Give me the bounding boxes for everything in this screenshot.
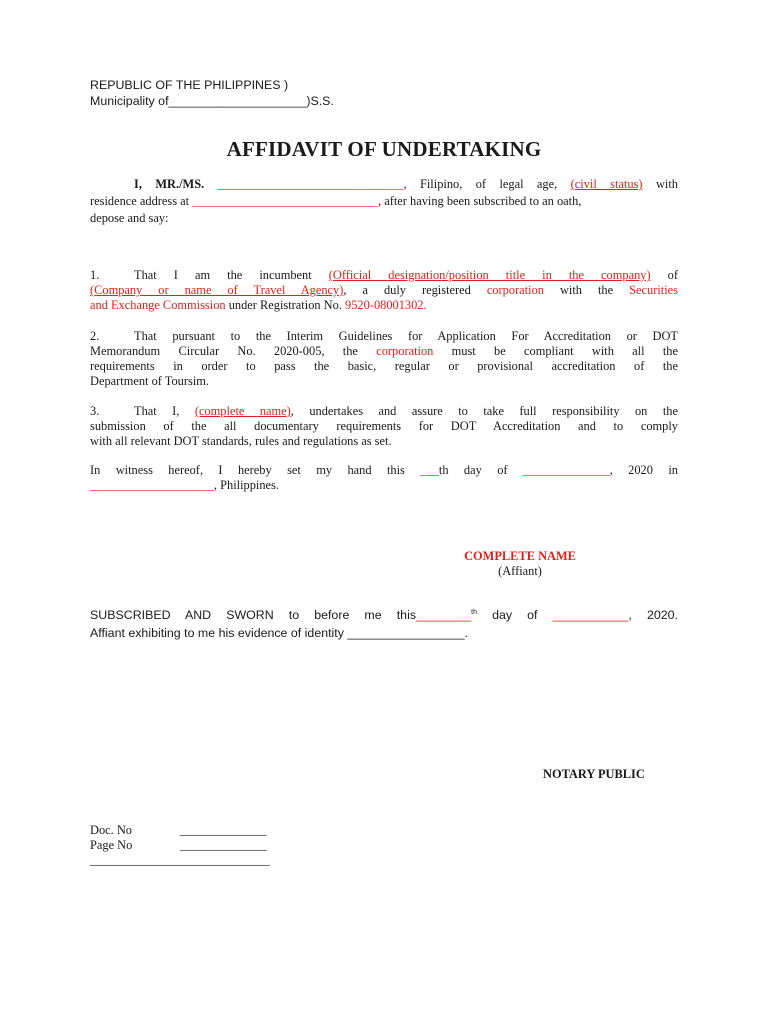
witness-place-blank: ____________________	[90, 478, 214, 492]
document-title: AFFIDAVIT OF UNDERTAKING	[226, 137, 542, 161]
item2-text-2a: Memorandum Circular No. 2020-005, the	[90, 344, 358, 358]
sworn-text-6: .	[464, 626, 468, 640]
address-blank: ______________________________	[192, 194, 379, 208]
witness-text-1: In witness hereof, I hereby set my hand this	[90, 463, 405, 477]
doc-no-label: Doc. No	[90, 823, 132, 837]
intro-text-2: with	[655, 177, 678, 191]
item2-number: 2.	[90, 329, 100, 343]
item1-text-2: of	[667, 268, 678, 282]
item2-line-1	[90, 329, 678, 344]
sworn-text-4: 2020.	[646, 608, 678, 622]
salutation: I, MR./MS.	[134, 177, 205, 191]
sworn-text-5: Affiant exhibiting to me his evidence of identity	[90, 626, 344, 640]
civil-status-field: (civil status)	[570, 177, 643, 191]
footer-bottom-blank: _____________________________	[90, 853, 270, 867]
item2-text-2b: must be compliant with all the	[451, 344, 678, 358]
item2-text-1: That pursuant to the Interim Guidelines for Application For Accreditation or DOT	[134, 329, 678, 343]
registration-number: 9520-08001302.	[345, 298, 427, 312]
item3-line-2: submission of the all documentary requirements for DOT Accreditation and to comply	[90, 419, 678, 433]
affiant-label: (Affiant)	[498, 564, 542, 578]
page-no-label: Page No	[90, 838, 133, 852]
affiant-name: COMPLETE NAME	[464, 549, 576, 563]
intro-line-1	[90, 177, 678, 192]
item3-text-1: That I,	[134, 404, 180, 418]
identity-blank: _________________	[347, 626, 465, 640]
sworn-text-3: ,	[628, 608, 632, 622]
sec-field-1: Securities	[629, 283, 678, 297]
sworn-line-1	[90, 608, 678, 623]
item3-line-3: with all relevant DOT standards, rules and regulations as set.	[90, 434, 392, 448]
item1-number: 1.	[90, 268, 100, 282]
item1-line-1	[90, 268, 678, 283]
witness-month-blank: ______________	[522, 463, 610, 477]
intro-text-3: residence address at	[90, 194, 190, 208]
witness-text-3: , 2020 in	[609, 463, 678, 477]
company-field: (Company or name of Travel Agency)	[90, 283, 344, 297]
intro-text-1: , Filipino, of legal age,	[403, 177, 558, 191]
sworn-month-blank: ___________	[552, 608, 629, 622]
item2-corporation: corporation	[376, 344, 434, 358]
item1-text-5: under Registration No.	[228, 298, 342, 312]
witness-line-1	[90, 463, 678, 478]
designation-field: (Official designation/position title in the company)	[328, 268, 651, 282]
witness-text-4: , Philippines.	[213, 478, 279, 492]
sworn-text-1: SUBSCRIBED AND SWORN to before me this	[90, 608, 417, 622]
intro-line-3: depose and say:	[90, 211, 169, 225]
item2-line-2	[90, 344, 678, 359]
corporation-field: corporation	[486, 283, 544, 297]
sworn-line-2	[90, 626, 678, 641]
item3-line-1	[90, 404, 678, 419]
page-no-blank: ______________	[180, 838, 267, 852]
item1-text-3: , a duly registered	[343, 283, 471, 297]
item1-line-2	[90, 283, 678, 298]
municipality-blank: ____________________	[168, 94, 307, 108]
item1-line-3	[90, 298, 678, 313]
municipality-label: Municipality of	[90, 94, 169, 108]
item2-line-3: requirements in order to pass the basic, regular or provisional accreditation of the	[90, 359, 678, 373]
witness-text-2: th day of	[438, 463, 508, 477]
name-blank: ______________________________	[217, 177, 404, 191]
witness-line-2	[90, 478, 678, 493]
header-republic: REPUBLIC OF THE PHILIPPINES )	[90, 78, 289, 92]
sworn-day-blank: ________	[416, 608, 472, 622]
item1-text-4: with the	[559, 283, 614, 297]
notary-public-label: NOTARY PUBLIC	[543, 767, 645, 781]
sec-field-2: and Exchange Commission	[90, 298, 226, 312]
item3-number: 3.	[90, 404, 100, 418]
item2-line-4: Department of Toursim.	[90, 374, 209, 388]
item3-text-2: , undertakes and assure to take full responsibility on the	[290, 404, 678, 418]
intro-line-2	[90, 194, 678, 209]
item1-text-1: That I am the incumbent	[134, 268, 312, 282]
intro-text-4: , after having been subscribed to an oath,	[378, 194, 582, 208]
header-municipality	[90, 94, 334, 108]
complete-name-field: (complete name)	[194, 404, 291, 418]
witness-day-blank: ___	[420, 463, 439, 477]
ss-label: )S.S.	[306, 94, 334, 108]
doc-no-blank: ______________	[180, 823, 267, 837]
sworn-text-2: day of	[492, 608, 538, 622]
sworn-sup: th	[471, 608, 477, 616]
